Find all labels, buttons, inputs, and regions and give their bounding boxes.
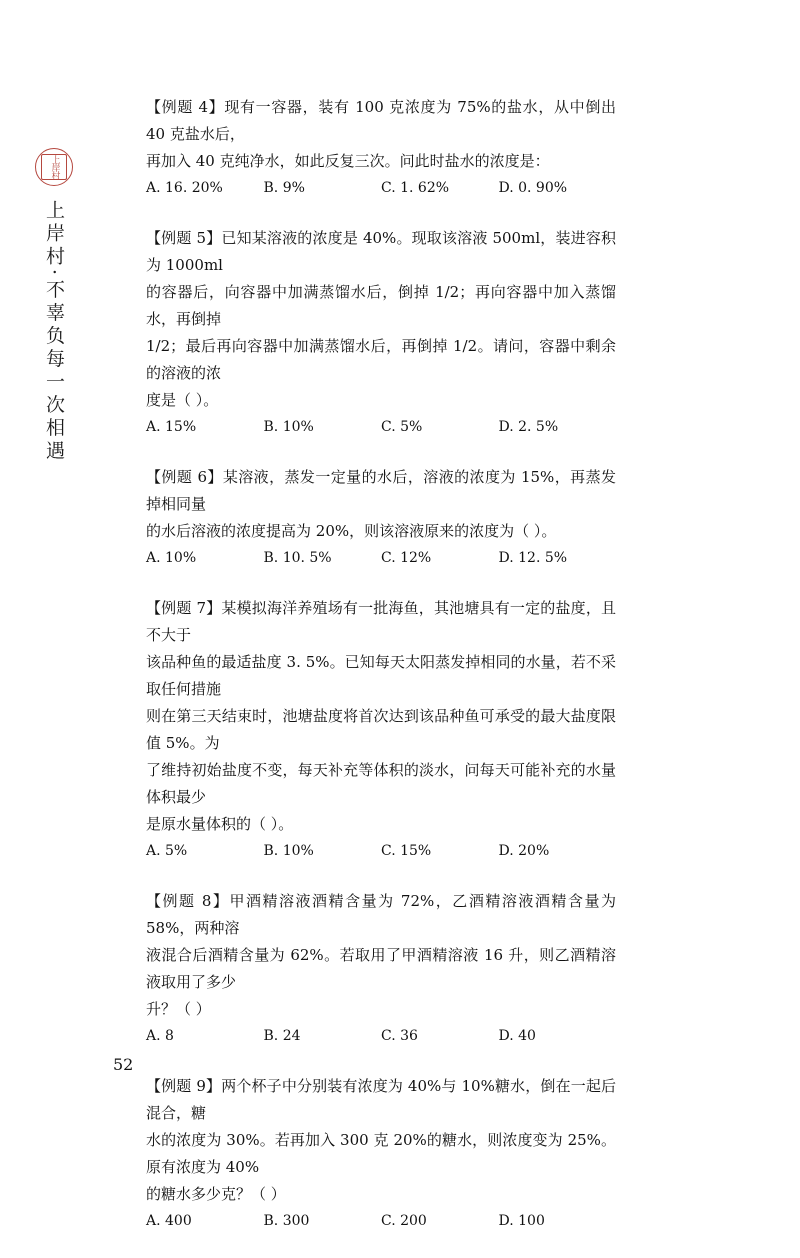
problem-tag: 【例题 8】 bbox=[146, 892, 230, 910]
options-row bbox=[146, 1023, 616, 1049]
option-b: B. 10% bbox=[263, 843, 314, 859]
option-b: B. 9% bbox=[263, 180, 305, 196]
options-row bbox=[146, 545, 616, 571]
problem-9 bbox=[146, 1073, 616, 1234]
stem-line: 某溶液，蒸发一定量的水后，溶液的浓度为 15%，再蒸发掉相同量 bbox=[146, 468, 616, 513]
option-a: A. 400 bbox=[146, 1213, 192, 1229]
problem-tag: 【例题 4】 bbox=[146, 98, 225, 116]
problem-stem bbox=[146, 464, 616, 545]
stem-line: 两个杯子中分别装有浓度为 40%与 10%糖水，倒在一起后混合，糖 bbox=[146, 1077, 617, 1122]
option-d: D. 2. 5% bbox=[498, 419, 559, 435]
stem-line: 的糖水多少克？（ ） bbox=[146, 1185, 286, 1203]
stem-line: 该品种鱼的最适盐度 3. 5%。已知每天太阳蒸发掉相同的水量，若不采取任何措施 bbox=[146, 653, 616, 698]
stem-line: 液混合后酒精含量为 62%。若取用了甲酒精溶液 16 升，则乙酒精溶液取用了多少 bbox=[146, 946, 616, 991]
stem-line: 了维持初始盐度不变，每天补充等体积的淡水，问每天可能补充的水量体积最少 bbox=[146, 761, 616, 806]
option-c: C. 1. 62% bbox=[381, 180, 450, 196]
problem-stem bbox=[146, 225, 616, 414]
option-b: B. 10. 5% bbox=[263, 550, 332, 566]
stem-line: 某模拟海洋养殖场有一批海鱼，其池塘具有一定的盐度，且不大于 bbox=[146, 599, 616, 644]
page-number: 52 bbox=[113, 1055, 134, 1074]
problem-stem bbox=[146, 888, 616, 1023]
problem-stem bbox=[146, 1073, 616, 1208]
option-c: C. 200 bbox=[381, 1213, 427, 1229]
stem-line: 现有一容器，装有 100 克浓度为 75%的盐水，从中倒出 40 克盐水后， bbox=[146, 98, 616, 143]
option-c: C. 36 bbox=[381, 1028, 418, 1044]
options-row bbox=[146, 1208, 616, 1234]
option-d: D. 40 bbox=[498, 1028, 536, 1044]
problem-7 bbox=[146, 595, 616, 864]
stem-line: 则在第三天结束时，池塘盐度将首次达到该品种鱼可承受的最大盐度限值 5%。为 bbox=[146, 707, 616, 752]
stem-line: 甲酒精溶液酒精含量为 72%，乙酒精溶液酒精含量为 58%，两种溶 bbox=[146, 892, 616, 937]
problem-6 bbox=[146, 464, 616, 571]
problem-stem bbox=[146, 94, 616, 175]
options-row bbox=[146, 838, 616, 864]
option-a: A. 10% bbox=[146, 550, 197, 566]
option-b: B. 300 bbox=[263, 1213, 310, 1229]
option-a: A. 15% bbox=[146, 419, 197, 435]
problem-tag: 【例题 6】 bbox=[146, 468, 223, 486]
option-a: A. 5% bbox=[146, 843, 188, 859]
stem-line: 已知某溶液的浓度是 40%。现取该溶液 500ml，装进容积为 1000ml bbox=[146, 229, 617, 274]
problem-list bbox=[146, 94, 616, 1258]
stem-line: 再加入 40 克纯净水，如此反复三次。问此时盐水的浓度是： bbox=[146, 152, 550, 170]
problem-4 bbox=[146, 94, 616, 201]
problem-5 bbox=[146, 225, 616, 440]
stem-line: 1/2；最后再向容器中加满蒸馏水后，再倒掉 1/2。请问，容器中剩余的溶液的浓 bbox=[146, 337, 616, 382]
brand-slogan: 上岸村·不辜负每一次相遇 bbox=[43, 200, 65, 464]
option-a: A. 8 bbox=[146, 1028, 174, 1044]
stem-line: 水的浓度为 30%。若再加入 300 克 20%的糖水，则浓度变为 25%。原有浓度为 40% bbox=[146, 1131, 616, 1176]
option-d: D. 100 bbox=[498, 1213, 545, 1229]
option-d: D. 12. 5% bbox=[498, 550, 568, 566]
option-a: A. 16. 20% bbox=[146, 180, 223, 196]
problem-tag: 【例题 5】 bbox=[146, 229, 222, 247]
option-c: C. 12% bbox=[381, 550, 432, 566]
option-b: B. 24 bbox=[263, 1028, 301, 1044]
option-c: C. 5% bbox=[381, 419, 423, 435]
options-row bbox=[146, 414, 616, 440]
option-d: D. 20% bbox=[498, 843, 550, 859]
problem-tag: 【例题 7】 bbox=[146, 599, 222, 617]
option-d: D. 0. 90% bbox=[498, 180, 568, 196]
stem-line: 是原水量体积的（ ）。 bbox=[146, 815, 294, 833]
stem-line: 度是（ ）。 bbox=[146, 391, 219, 409]
stem-line: 的容器后，向容器中加满蒸馏水后，倒掉 1/2；再向容器中加入蒸馏水，再倒掉 bbox=[146, 283, 616, 328]
stem-line: 的水后溶液的浓度提高为 20%，则该溶液原来的浓度为（ ）。 bbox=[146, 522, 557, 540]
stem-line: 升？（ ） bbox=[146, 1000, 211, 1018]
option-b: B. 10% bbox=[263, 419, 314, 435]
problem-8 bbox=[146, 888, 616, 1049]
options-row bbox=[146, 175, 616, 201]
seal-logo bbox=[35, 148, 73, 186]
side-brand bbox=[34, 148, 74, 463]
problem-stem bbox=[146, 595, 616, 838]
problem-tag: 【例题 9】 bbox=[146, 1077, 222, 1095]
seal-text: 上岸村 bbox=[41, 154, 67, 180]
option-c: C. 15% bbox=[381, 843, 432, 859]
